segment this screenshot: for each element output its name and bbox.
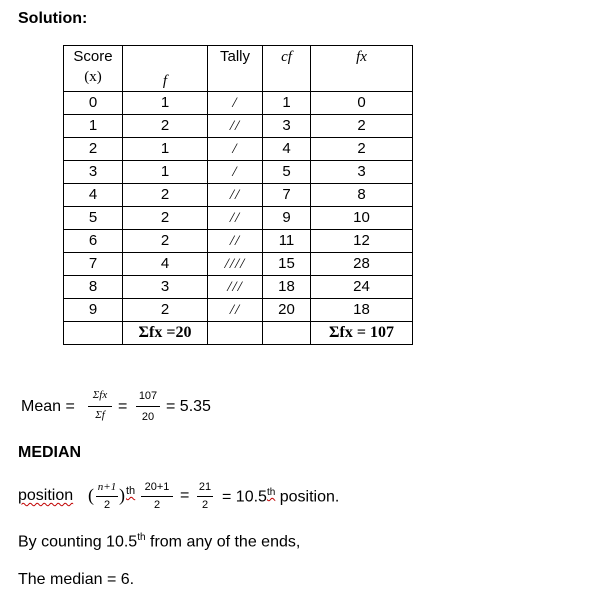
cell-fx: 2 (311, 138, 413, 161)
cell-score: 8 (64, 276, 123, 299)
cell-f: 1 (123, 161, 208, 184)
paren-close: ) (119, 485, 125, 505)
cell-tally: // (208, 207, 263, 230)
cell-cf: 18 (263, 276, 311, 299)
median-result-num: 10.5 (235, 488, 267, 506)
median-position-line (18, 487, 73, 505)
table-row (64, 138, 413, 161)
cell-cf: 4 (263, 138, 311, 161)
cell-tally: / (208, 161, 263, 184)
header-f-label: f (162, 73, 168, 89)
median-frac-b-num: 20+1 (144, 481, 170, 493)
paren-open: ( (88, 485, 94, 505)
median-result (222, 487, 339, 506)
header-cf (263, 46, 311, 92)
cell-fx: 2 (311, 115, 413, 138)
table-row (64, 253, 413, 276)
header-fx-label: fx (356, 49, 367, 65)
mean-frac2-num: 107 (138, 390, 158, 402)
cell-fx: 28 (311, 253, 413, 276)
cell-fx: 8 (311, 184, 413, 207)
mean-frac2-den: 20 (141, 411, 155, 423)
cell-score: 4 (64, 184, 123, 207)
header-score (64, 46, 123, 92)
cell-score: 0 (64, 92, 123, 115)
sum-empty-cf (263, 322, 311, 345)
cell-score: 5 (64, 207, 123, 230)
cell-tally: / (208, 92, 263, 115)
header-tally: Tally (208, 46, 263, 92)
cell-tally: // (208, 230, 263, 253)
median-frac-c-line (197, 496, 213, 497)
mean-frac1-line (88, 406, 112, 407)
cell-fx: 12 (311, 230, 413, 253)
counting-post: from any of the ends, (150, 533, 301, 551)
mean-frac2-line (136, 406, 160, 407)
table-row (64, 207, 413, 230)
median-final: The median = 6. (18, 571, 135, 588)
table-row (64, 230, 413, 253)
sum-empty-tally (208, 322, 263, 345)
solution-heading: Solution: (18, 10, 88, 27)
cell-f: 4 (123, 253, 208, 276)
frequency-table (63, 45, 413, 345)
header-score-var: (x) (84, 69, 102, 85)
cell-fx: 0 (311, 92, 413, 115)
cell-fx: 18 (311, 299, 413, 322)
mean-label: Mean = (21, 398, 75, 415)
cell-score: 9 (64, 299, 123, 322)
table-row (64, 299, 413, 322)
cell-cf: 7 (263, 184, 311, 207)
mean-result: = 5.35 (166, 398, 211, 415)
cell-cf: 15 (263, 253, 311, 276)
mean-eq1: = (118, 398, 128, 415)
table-header-row (64, 46, 413, 92)
cell-cf: 5 (263, 161, 311, 184)
counting-line (18, 532, 300, 551)
counting-sup: th (137, 532, 146, 543)
cell-f: 2 (123, 207, 208, 230)
median-frac-c-num: 21 (198, 481, 212, 493)
counting-pre: By counting 10.5 (18, 533, 138, 551)
median-frac-a-line (96, 496, 118, 497)
median-heading: MEDIAN (18, 444, 82, 461)
cell-cf: 11 (263, 230, 311, 253)
mean-frac1-num: Σfx (92, 389, 108, 401)
cell-tally: / (208, 138, 263, 161)
cell-f: 1 (123, 138, 208, 161)
table-row (64, 92, 413, 115)
cell-fx: 24 (311, 276, 413, 299)
header-cf-label: cf (281, 49, 292, 65)
table-row (64, 115, 413, 138)
median-frac-a-num: n+1 (97, 481, 117, 493)
cell-tally: // (208, 115, 263, 138)
mean-frac1-den: Σf (95, 409, 105, 421)
cell-fx: 10 (311, 207, 413, 230)
median-frac-c-den: 2 (201, 499, 209, 511)
sum-fx: Σfx = 107 (311, 322, 413, 345)
cell-score: 2 (64, 138, 123, 161)
median-eq-b: = (222, 488, 232, 506)
cell-tally: /// (208, 276, 263, 299)
median-frac-a-den: 2 (103, 499, 111, 511)
cell-f: 2 (123, 230, 208, 253)
cell-fx: 3 (311, 161, 413, 184)
cell-f: 2 (123, 184, 208, 207)
table-row (64, 161, 413, 184)
sum-empty-score (64, 322, 123, 345)
cell-tally: //// (208, 253, 263, 276)
cell-f: 2 (123, 299, 208, 322)
table-row (64, 276, 413, 299)
cell-score: 1 (64, 115, 123, 138)
cell-cf: 9 (263, 207, 311, 230)
cell-score: 6 (64, 230, 123, 253)
median-result-sup: th (266, 487, 276, 498)
header-score-label: Score (73, 48, 113, 65)
median-frac-b-line (141, 496, 173, 497)
cell-score: 7 (64, 253, 123, 276)
header-f (123, 46, 208, 92)
position-word: position (18, 487, 74, 504)
header-fx (311, 46, 413, 92)
cell-cf: 20 (263, 299, 311, 322)
median-frac-b-den: 2 (153, 499, 161, 511)
sum-f: Σfx =20 (123, 322, 208, 345)
cell-f: 1 (123, 92, 208, 115)
median-eq-a: = (180, 487, 190, 504)
table-body (64, 92, 413, 322)
cell-f: 2 (123, 115, 208, 138)
table-sum-row (64, 322, 413, 345)
cell-tally: // (208, 299, 263, 322)
cell-f: 3 (123, 276, 208, 299)
cell-cf: 1 (263, 92, 311, 115)
cell-cf: 3 (263, 115, 311, 138)
median-result-tail: position. (279, 488, 340, 506)
table-row (64, 184, 413, 207)
cell-score: 3 (64, 161, 123, 184)
median-th-a: th (126, 485, 136, 497)
cell-tally: // (208, 184, 263, 207)
